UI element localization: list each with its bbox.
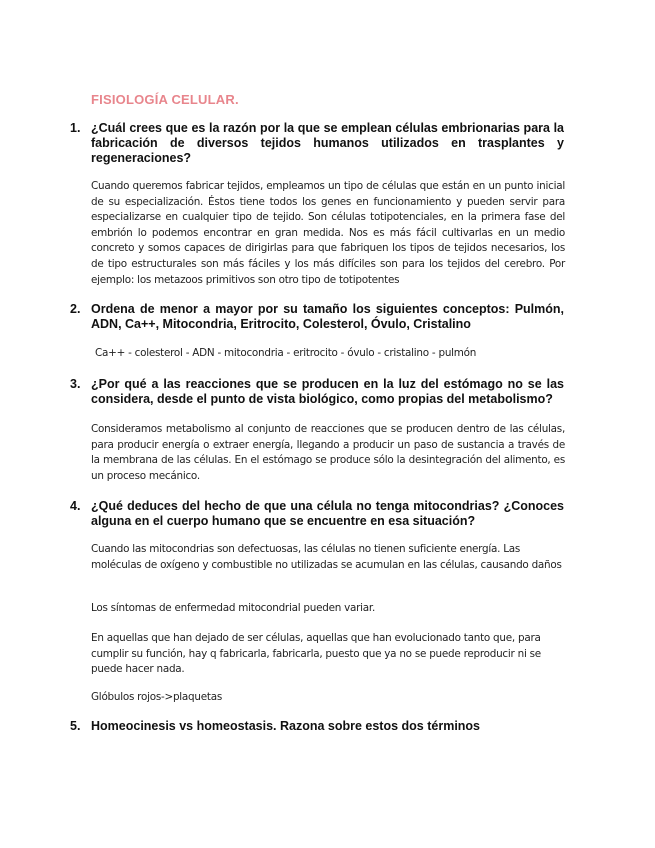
question-number: 2. bbox=[70, 302, 81, 316]
question-text: Ordena de menor a mayor por su tamaño los siguientes conceptos: Pulmón, ADN, Ca++, Mitocondria, Eritrocito, Colesterol, Óvulo, Cristalino bbox=[91, 302, 564, 331]
question-text: Homeocinesis vs homeostasis. Razona sobre estos dos términos bbox=[91, 719, 481, 733]
answer-2-paragraph: Ca++ - colesterol - ADN - mitocondria - eritrocito - óvulo - cristalino - pulmón bbox=[95, 347, 477, 359]
answer-3-paragraph: Consideramos metabolismo al conjunto de reacciones que se producen dentro de las células, para producir energía o extraer energía, llegando a producir un paso de sustancia a través de la membrana de las células. En el estómago se produce sólo la desintegración del alimento, es un proceso mecánico. bbox=[91, 423, 565, 482]
answer-4-paragraph-3: En aquellas que han dejado de ser células, aquellas que han evolucionado tanto que, para cumplir su función, hay q fabricarla, fabricarla, puesto que ya no se puede reproducir ni se puede hacer nada. bbox=[91, 632, 541, 676]
question-number: 3. bbox=[70, 377, 81, 391]
document-title: FISIOLOGÍA CELULAR. bbox=[91, 92, 239, 107]
question-number: 1. bbox=[70, 121, 81, 135]
answer-4-paragraph-2: Los síntomas de enfermedad mitocondrial pueden variar. bbox=[91, 602, 376, 614]
question-number: 5. bbox=[70, 719, 81, 733]
question-5 bbox=[70, 719, 564, 734]
question-text: ¿Qué deduces del hecho de que una célula no tenga mitocondrias? ¿Conoces alguna en el cuerpo humano que se encuentre en esa situación? bbox=[91, 499, 564, 528]
question-text: ¿Por qué a las reacciones que se producen en la luz del estómago no se las considera, desde el punto de vista biológico, como propias del metabolismo? bbox=[91, 377, 564, 406]
answer-4-paragraph-1: Cuando las mitocondrias son defectuosas, las células no tienen suficiente energía. Las moléculas de oxígeno y combustible no utilizadas se acumulan en las células, causando daños bbox=[91, 543, 562, 571]
question-number: 4. bbox=[70, 499, 81, 513]
answer-1-paragraph: Cuando queremos fabricar tejidos, empleamos un tipo de células que están en un punto inicial de su especialización. Éstos tiene todos los genes en funcionamiento y pueden servir para especializarse en cualquier tipo de tejido. Son células totipotenciales, en la primera fase del embrión lo podemos encontrar en gran medida. Nos es más fácil cultivarlas en un medio concreto y somos capaces de dirigirlas para que fabriquen los tipos de tejidos necesarios, los de tipo estructurales son más fáciles y los más difíciles son para los tejidos del cerebro. Por ejemplo: los metazoos primitivos son otro tipo de totipotentes bbox=[91, 180, 565, 286]
question-3 bbox=[70, 377, 564, 407]
answer-4-paragraph-4: Glóbulos rojos->plaquetas bbox=[91, 691, 222, 703]
question-1 bbox=[70, 121, 564, 166]
question-4 bbox=[70, 499, 564, 529]
question-text: ¿Cuál crees que es la razón por la que se emplean células embrionarias para la fabricación de diversos tejidos humanos utilizados en trasplantes y regeneraciones? bbox=[91, 121, 564, 165]
question-2 bbox=[70, 302, 564, 332]
